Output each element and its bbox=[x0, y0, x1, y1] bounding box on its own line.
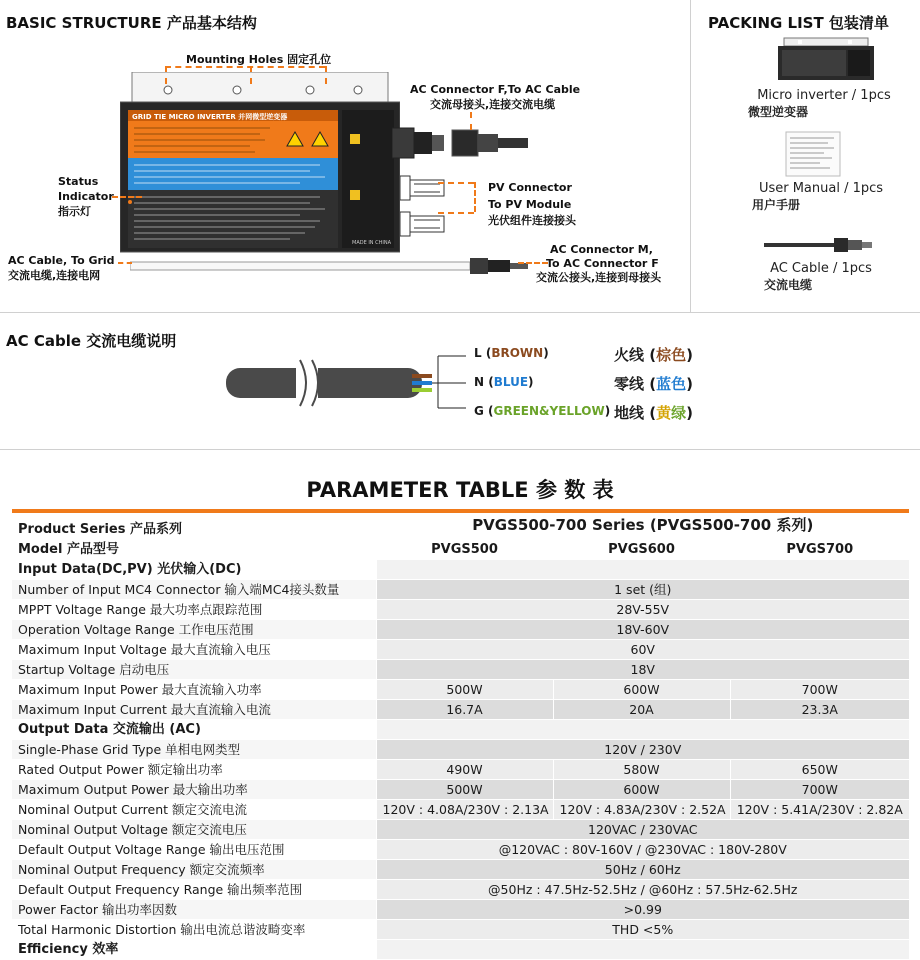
table-row bbox=[12, 799, 909, 819]
ac-connector-f-cn: 交流母接头,连接交流电缆 bbox=[430, 98, 556, 111]
pv-connector-label-cn: 光伏组件连接接头 bbox=[488, 214, 576, 227]
param-value: 50Hz / 60Hz bbox=[376, 859, 909, 879]
ac-cable-grid-illustration bbox=[130, 255, 530, 279]
param-value: 120V : 4.83A/230V : 2.52A bbox=[553, 799, 730, 819]
series-label: Product Series 产品系列 bbox=[12, 513, 376, 539]
param-label: Maximum Input Power 最大直流输入功率 bbox=[12, 679, 376, 699]
param-value: 23.3A bbox=[730, 699, 909, 719]
packing-cable-image bbox=[764, 234, 874, 256]
table-row bbox=[12, 919, 909, 939]
param-value: 600W bbox=[553, 679, 730, 699]
param-value: 120V / 230V bbox=[376, 739, 909, 759]
param-label: MPPT Voltage Range 最大功率点跟踪范围 bbox=[12, 599, 376, 619]
ac-connector-m-cn: 交流公接头,连接到母接头 bbox=[536, 271, 662, 284]
param-label: Operation Voltage Range 工作电压范围 bbox=[12, 619, 376, 639]
table-row bbox=[12, 679, 909, 699]
ac-connector-m-label-1: AC Connector M, bbox=[550, 243, 653, 256]
section-title: Output Data 交流输出 (AC) bbox=[12, 719, 376, 739]
param-value: 60V bbox=[376, 639, 909, 659]
pv-connector-label-2: To PV Module bbox=[488, 198, 572, 211]
ac-connector-m-label-2: To AC Connector F bbox=[546, 257, 659, 270]
ac-cable-title: AC Cable 交流电缆说明 bbox=[6, 332, 177, 350]
table-row bbox=[12, 599, 909, 619]
section-spacer bbox=[376, 939, 909, 959]
param-value: THD <5% bbox=[376, 919, 909, 939]
model-name: PVGS700 bbox=[730, 539, 909, 559]
param-label: Number of Input MC4 Connector 输入端MC4接头数量 bbox=[12, 579, 376, 599]
param-label: Nominal Output Frequency 额定交流频率 bbox=[12, 859, 376, 879]
param-label: Nominal Output Current 额定交流电流 bbox=[12, 799, 376, 819]
status-label-2: Indicator bbox=[58, 190, 114, 203]
section-title: Input Data(DC,PV) 光伏输入(DC) bbox=[12, 559, 376, 579]
param-value: 120VAC / 230VAC bbox=[376, 819, 909, 839]
wire-l-cn: 火线 (棕色) bbox=[614, 346, 693, 364]
param-value: 700W bbox=[730, 779, 909, 799]
param-value: 120V : 5.41A/230V : 2.82A bbox=[730, 799, 909, 819]
ac-connector-f-illustration bbox=[392, 118, 532, 168]
packing-manual-image bbox=[784, 130, 844, 180]
table-section-row bbox=[12, 559, 909, 579]
table-row bbox=[12, 699, 909, 719]
table-row bbox=[12, 759, 909, 779]
table-row bbox=[12, 899, 909, 919]
param-value: @120VAC : 80V-160V / @230VAC : 180V-280V bbox=[376, 839, 909, 859]
packing-item-inverter: Micro inverter / 1pcs 微型逆变器 bbox=[748, 88, 891, 119]
param-label: Rated Output Power 额定输出功率 bbox=[12, 759, 376, 779]
ac-cable-grid-label: AC Cable, To Grid bbox=[8, 254, 115, 267]
table-row bbox=[12, 819, 909, 839]
packing-item-cable: AC Cable / 1pcs 交流电缆 bbox=[764, 261, 872, 292]
param-value: 120V : 4.08A/230V : 2.13A bbox=[376, 799, 553, 819]
param-label: Default Output Frequency Range 输出频率范围 bbox=[12, 879, 376, 899]
packing-inverter-image bbox=[778, 36, 874, 84]
param-value: 18V bbox=[376, 659, 909, 679]
device-banner: GRID TIE MICRO INVERTER 并网微型逆变器 bbox=[132, 113, 288, 121]
param-value: 1 set (组) bbox=[376, 579, 909, 599]
table-row bbox=[12, 659, 909, 679]
param-value: 500W bbox=[376, 779, 553, 799]
param-value: 580W bbox=[553, 759, 730, 779]
table-row bbox=[12, 879, 909, 899]
section-title: Efficiency 效率 bbox=[12, 939, 376, 959]
param-value: @50Hz : 47.5Hz-52.5Hz / @60Hz : 57.5Hz-62.5Hz bbox=[376, 879, 909, 899]
table-row bbox=[12, 579, 909, 599]
table-row bbox=[12, 839, 909, 859]
table-section-row bbox=[12, 719, 909, 739]
table-row bbox=[12, 513, 909, 539]
param-value: 700W bbox=[730, 679, 909, 699]
param-value: 600W bbox=[553, 779, 730, 799]
model-label: Model 产品型号 bbox=[12, 539, 376, 559]
mounting-holes-label: Mounting Holes 固定孔位 bbox=[186, 53, 332, 66]
basic-structure-title: BASIC STRUCTURE 产品基本结构 bbox=[6, 14, 257, 32]
wire-n-label: N (BLUE) bbox=[474, 375, 534, 389]
parameter-table-title: PARAMETER TABLE 参 数 表 bbox=[306, 478, 614, 502]
param-label: Power Factor 输出功率因数 bbox=[12, 899, 376, 919]
section-spacer bbox=[376, 719, 909, 739]
param-value: 500W bbox=[376, 679, 553, 699]
param-value: 28V-55V bbox=[376, 599, 909, 619]
param-label: Maximum Input Current 最大直流输入电流 bbox=[12, 699, 376, 719]
param-value: >0.99 bbox=[376, 899, 909, 919]
packing-list-title: PACKING LIST 包装清单 bbox=[708, 14, 889, 32]
status-label-1: Status bbox=[58, 175, 99, 188]
table-row bbox=[12, 619, 909, 639]
table-row bbox=[12, 639, 909, 659]
ac-cable-grid-cn: 交流电缆,连接电网 bbox=[8, 269, 101, 282]
wire-g-label: G (GREEN&YELLOW) bbox=[474, 404, 611, 418]
param-value: 650W bbox=[730, 759, 909, 779]
ac-connector-f-label: AC Connector F,To AC Cable bbox=[410, 83, 581, 96]
made-in-china-mark: MADE IN CHINA bbox=[352, 240, 392, 246]
param-value: 18V-60V bbox=[376, 619, 909, 639]
param-value: 16.7A bbox=[376, 699, 553, 719]
pv-connector-label-1: PV Connector bbox=[488, 181, 572, 194]
param-value: 20A bbox=[553, 699, 730, 719]
series-value: PVGS500-700 Series (PVGS500-700 系列) bbox=[376, 513, 909, 539]
param-label: Maximum Output Power 最大输出功率 bbox=[12, 779, 376, 799]
wire-n-cn: 零线 (蓝色) bbox=[614, 375, 693, 393]
packing-item-manual: User Manual / 1pcs 用户手册 bbox=[752, 181, 884, 212]
param-value: 490W bbox=[376, 759, 553, 779]
param-label: Default Output Voltage Range 输出电压范围 bbox=[12, 839, 376, 859]
param-label: Maximum Input Voltage 最大直流输入电压 bbox=[12, 639, 376, 659]
model-name: PVGS500 bbox=[376, 539, 553, 559]
param-label: Total Harmonic Distortion 输出电流总谐波畸变率 bbox=[12, 919, 376, 939]
wire-l-label: L (BROWN) bbox=[474, 346, 549, 360]
wire-g-cn: 地线 (黄绿) bbox=[614, 404, 693, 422]
status-label-cn: 指示灯 bbox=[58, 205, 91, 218]
table-row bbox=[12, 779, 909, 799]
table-row bbox=[12, 739, 909, 759]
table-section-row bbox=[12, 939, 909, 959]
param-label: Nominal Output Voltage 额定交流电压 bbox=[12, 819, 376, 839]
parameter-table bbox=[12, 513, 909, 960]
ac-cable-diagram bbox=[226, 350, 476, 420]
model-name: PVGS600 bbox=[553, 539, 730, 559]
section-spacer bbox=[376, 559, 909, 579]
table-row bbox=[12, 539, 909, 559]
table-row bbox=[12, 859, 909, 879]
param-label: Single-Phase Grid Type 单相电网类型 bbox=[12, 739, 376, 759]
param-label: Startup Voltage 启动电压 bbox=[12, 659, 376, 679]
